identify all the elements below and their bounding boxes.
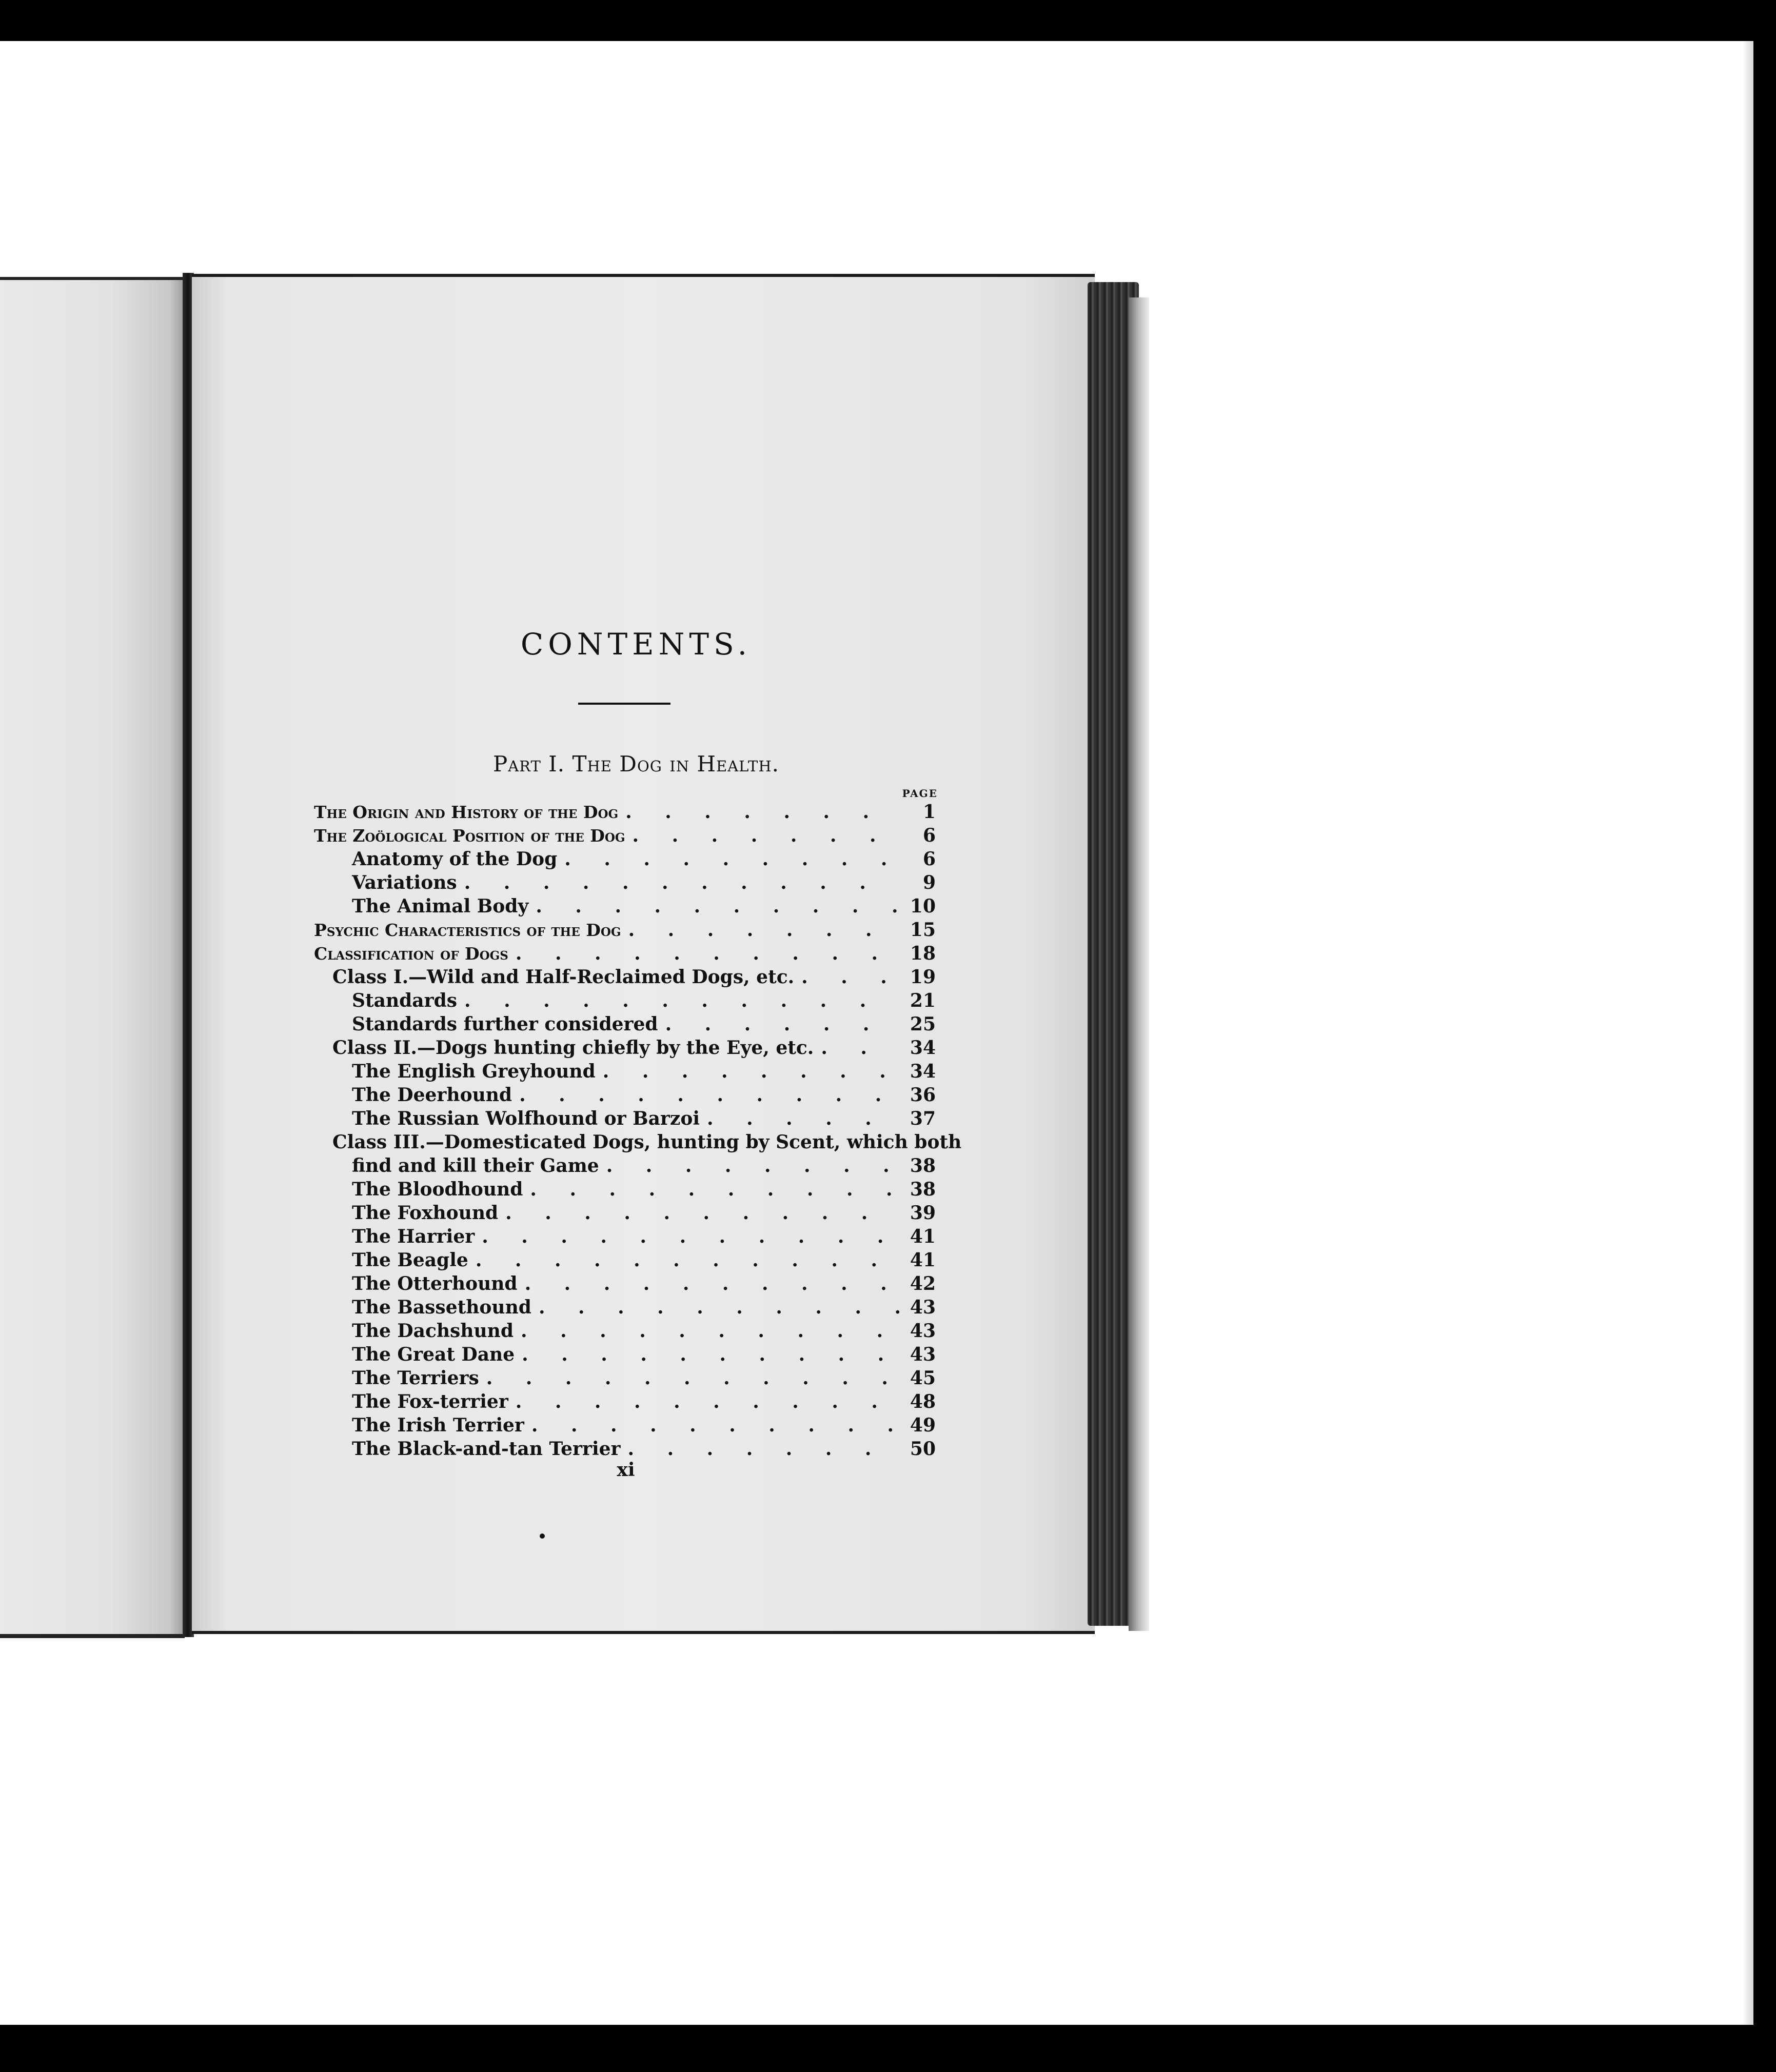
toc-entry-label: The Beagle bbox=[352, 1249, 468, 1271]
toc-leader-dots bbox=[658, 1012, 900, 1036]
toc-entry-label: The Origin and History of the Dog bbox=[314, 802, 619, 822]
ink-speck bbox=[540, 1533, 545, 1539]
toc-entry-label: The English Greyhound bbox=[352, 1061, 596, 1082]
toc-entry-label: The Bloodhound bbox=[352, 1179, 523, 1200]
toc-entry bbox=[314, 847, 936, 871]
toc-entry-page: 6 bbox=[922, 848, 936, 870]
toc-entry bbox=[314, 918, 936, 942]
toc-entry-page: 38 bbox=[910, 1155, 936, 1177]
toc-entry bbox=[314, 1130, 962, 1154]
toc-entry-page: 1 bbox=[922, 801, 936, 823]
film-border-bottom bbox=[0, 2025, 1776, 2072]
toc-entry bbox=[314, 1225, 936, 1248]
toc-entry-label: Variations bbox=[352, 872, 457, 893]
toc-leader-dots bbox=[524, 1413, 900, 1437]
toc-entry-page: 42 bbox=[910, 1273, 936, 1294]
toc-entry bbox=[314, 1272, 936, 1296]
toc-entry bbox=[314, 871, 936, 894]
toc-entry-label: Anatomy of the Dog bbox=[352, 848, 558, 870]
toc-leader-dots bbox=[479, 1366, 900, 1390]
toc-entry-label: The Deerhound bbox=[352, 1084, 512, 1106]
toc-entry-page: 34 bbox=[910, 1037, 936, 1059]
toc-entry-label: The Fox-terrier bbox=[352, 1391, 508, 1412]
toc-entry bbox=[314, 989, 936, 1012]
toc-entry-page: 21 bbox=[910, 990, 936, 1011]
toc-entry bbox=[314, 1366, 936, 1390]
toc-entry-label: Standards further considered bbox=[352, 1013, 658, 1035]
toc-leader-dots bbox=[557, 847, 900, 871]
toc-entry bbox=[314, 1296, 936, 1319]
toc-entry-label: The Animal Body bbox=[352, 895, 529, 917]
toc-leader-dots bbox=[514, 1319, 900, 1343]
toc-leader-dots bbox=[621, 1437, 900, 1461]
toc-entry bbox=[314, 1083, 936, 1107]
toc-entry bbox=[314, 1201, 936, 1225]
toc-entry-page: 25 bbox=[910, 1013, 936, 1035]
toc-entry-label: The Foxhound bbox=[352, 1202, 499, 1224]
toc-entry-page: 19 bbox=[910, 966, 936, 988]
toc-entry-label: The Terriers bbox=[352, 1367, 479, 1389]
toc-leader-dots bbox=[814, 1036, 900, 1060]
toc-entry-page: 18 bbox=[910, 943, 936, 964]
toc-entry-label: The Zoölogical Position of the Dog bbox=[314, 826, 625, 846]
toc-leader-dots bbox=[457, 871, 900, 894]
toc-leader-dots bbox=[518, 1272, 900, 1296]
toc-entry-label: The Bassethound bbox=[352, 1297, 531, 1318]
toc-leader-dots bbox=[618, 800, 900, 824]
toc-entry-label: The Great Dane bbox=[352, 1344, 515, 1365]
toc-entry bbox=[314, 942, 936, 965]
film-border-right bbox=[1753, 0, 1776, 2072]
toc-entry-page: 10 bbox=[910, 895, 936, 917]
toc-leader-dots bbox=[625, 824, 900, 847]
page-column-label: PAGE bbox=[902, 787, 938, 800]
toc-entry-page: 39 bbox=[910, 1202, 936, 1224]
toc-entry bbox=[314, 1248, 936, 1272]
toc-leader-dots bbox=[475, 1225, 900, 1248]
toc-leader-dots bbox=[468, 1248, 900, 1272]
toc-entry-label: The Dachshund bbox=[352, 1320, 514, 1342]
toc-entry-label: The Otterhound bbox=[352, 1273, 518, 1294]
toc-entry bbox=[314, 1060, 936, 1083]
table-of-contents bbox=[314, 800, 962, 1461]
toc-entry bbox=[314, 1413, 936, 1437]
part-heading: Part I. The Dog in Health. bbox=[492, 751, 780, 776]
toc-entry bbox=[314, 894, 936, 918]
toc-leader-dots bbox=[596, 1060, 900, 1083]
toc-leader-dots bbox=[457, 989, 900, 1012]
toc-entry-page: 9 bbox=[922, 872, 936, 893]
toc-leader-dots bbox=[794, 965, 900, 989]
toc-entry-page: 43 bbox=[910, 1344, 936, 1365]
toc-entry-label: find and kill their Game bbox=[352, 1155, 599, 1177]
toc-entry bbox=[314, 1178, 936, 1201]
cover-shadow bbox=[1129, 297, 1149, 1631]
toc-entry bbox=[314, 800, 936, 824]
toc-entry-page: 15 bbox=[910, 919, 936, 941]
toc-entry-label: Classification of Dogs bbox=[314, 944, 508, 964]
toc-entry bbox=[314, 1319, 936, 1343]
toc-entry-label: The Harrier bbox=[352, 1226, 475, 1247]
toc-entry-label: The Russian Wolfhound or Barzoi bbox=[352, 1108, 700, 1129]
toc-leader-dots bbox=[498, 1201, 900, 1225]
title-divider bbox=[578, 703, 670, 705]
toc-entry bbox=[314, 1390, 936, 1413]
toc-entry-page: 45 bbox=[910, 1367, 936, 1389]
page-title: CONTENTS. bbox=[520, 627, 752, 662]
toc-leader-dots bbox=[700, 1107, 900, 1130]
toc-entry bbox=[314, 824, 936, 847]
toc-entry-page: 34 bbox=[910, 1061, 936, 1082]
toc-leader-dots bbox=[599, 1154, 900, 1178]
toc-entry-page: 37 bbox=[910, 1108, 936, 1129]
toc-entry-page: 36 bbox=[910, 1084, 936, 1106]
page-number: xi bbox=[617, 1459, 635, 1481]
toc-leader-dots bbox=[515, 1343, 900, 1366]
toc-entry bbox=[314, 1036, 936, 1060]
toc-entry-label: Standards bbox=[352, 990, 458, 1011]
left-page bbox=[0, 277, 185, 1638]
toc-leader-dots bbox=[523, 1178, 900, 1201]
toc-entry-page: 49 bbox=[910, 1414, 936, 1436]
toc-entry bbox=[314, 1437, 936, 1461]
toc-entry-label: Class III.—Domesticated Dogs, hunting by Scent, which both bbox=[332, 1131, 962, 1153]
toc-entry-page: 43 bbox=[910, 1320, 936, 1342]
toc-leader-dots bbox=[528, 894, 900, 918]
film-edge-shadow bbox=[1742, 41, 1753, 2025]
toc-entry-page: 38 bbox=[910, 1179, 936, 1200]
toc-entry-page: 50 bbox=[910, 1438, 936, 1460]
toc-entry bbox=[314, 1012, 936, 1036]
film-border-top bbox=[0, 0, 1776, 41]
toc-entry-page: 48 bbox=[910, 1391, 936, 1412]
toc-entry bbox=[314, 965, 936, 989]
toc-entry-page: 6 bbox=[922, 825, 936, 846]
toc-entry-page: 41 bbox=[910, 1249, 936, 1271]
toc-entry bbox=[314, 1154, 936, 1178]
toc-entry-page: 43 bbox=[910, 1297, 936, 1318]
toc-leader-dots bbox=[508, 1390, 900, 1413]
toc-leader-dots bbox=[531, 1296, 900, 1319]
toc-entry-label: Class I.—Wild and Half-Reclaimed Dogs, etc. bbox=[332, 966, 795, 988]
toc-entry-label: Class II.—Dogs hunting chiefly by the Eye, etc. bbox=[332, 1037, 814, 1059]
toc-entry bbox=[314, 1107, 936, 1130]
toc-leader-dots bbox=[508, 942, 900, 965]
toc-entry-page: 41 bbox=[910, 1226, 936, 1247]
toc-entry-label: The Irish Terrier bbox=[352, 1414, 524, 1436]
toc-entry-label: Psychic Characteristics of the Dog bbox=[314, 920, 621, 940]
toc-leader-dots bbox=[621, 918, 900, 942]
toc-entry-label: The Black-and-tan Terrier bbox=[352, 1438, 621, 1460]
toc-leader-dots bbox=[512, 1083, 900, 1107]
toc-entry bbox=[314, 1343, 936, 1366]
